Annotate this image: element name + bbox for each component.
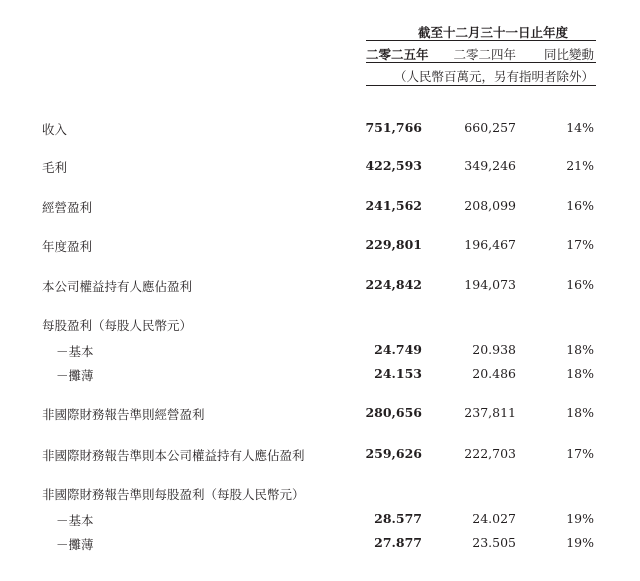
table-row	[0, 511, 640, 529]
value-2024: 20.486	[472, 366, 516, 381]
table-row-heading	[0, 316, 640, 334]
value-2024: 196,467	[464, 237, 516, 252]
yoy-change: 19%	[566, 511, 594, 526]
row-label: 非國際財務報告準則經營盈利	[42, 407, 205, 422]
yoy-change: 21%	[566, 158, 594, 173]
value-2025: 241,562	[365, 198, 422, 213]
value-2025: 224,842	[365, 277, 422, 292]
yoy-change: 18%	[566, 405, 594, 420]
value-2025: 24.153	[374, 366, 422, 381]
value-2025: 27.877	[374, 535, 422, 550]
value-2025: 280,656	[365, 405, 422, 420]
row-label: －攤薄	[56, 537, 94, 552]
row-label: －攤薄	[56, 368, 94, 383]
value-2025: 751,766	[365, 120, 422, 135]
row-label: 每股盈利（每股人民幣元）	[42, 318, 193, 333]
row-label: －基本	[56, 344, 94, 359]
column-header-2025: 二零二五年	[366, 47, 429, 62]
value-2024: 222,703	[464, 446, 516, 461]
row-label: 非國際財務報告準則每股盈利（每股人民幣元）	[42, 487, 305, 502]
table-row	[0, 342, 640, 360]
row-label: －基本	[56, 513, 94, 528]
period-heading: 截至十二月三十一日止年度	[418, 25, 569, 40]
row-label: 本公司權益持有人應佔盈利	[42, 279, 193, 294]
yoy-change: 17%	[566, 446, 594, 461]
table-row	[0, 158, 640, 176]
row-label: 非國際財務報告準則本公司權益持有人應佔盈利	[42, 448, 305, 463]
value-2024: 24.027	[472, 511, 516, 526]
value-2024: 237,811	[464, 405, 516, 420]
column-header-underline	[366, 62, 596, 63]
unit-note: （人民幣百萬元，另有指明者除外）	[393, 69, 594, 84]
table-row	[0, 446, 640, 464]
column-header-2024: 二零二四年	[453, 47, 516, 62]
value-2024: 20.938	[472, 342, 516, 357]
row-label: 毛利	[42, 160, 68, 175]
value-2025: 24.749	[374, 342, 422, 357]
value-2024: 660,257	[464, 120, 516, 135]
value-2025: 259,626	[365, 446, 422, 461]
row-label: 經營盈利	[42, 200, 93, 215]
value-2025: 28.577	[374, 511, 422, 526]
value-2024: 194,073	[464, 277, 516, 292]
value-2024: 23.505	[472, 535, 516, 550]
yoy-change: 16%	[566, 198, 594, 213]
yoy-change: 17%	[566, 237, 594, 252]
yoy-change: 18%	[566, 342, 594, 357]
table-row-heading	[0, 485, 640, 503]
table-row	[0, 120, 640, 138]
value-2025: 422,593	[365, 158, 422, 173]
value-2024: 208,099	[464, 198, 516, 213]
row-label: 收入	[42, 122, 68, 137]
period-underline	[366, 40, 596, 41]
table-row	[0, 366, 640, 384]
value-2024: 349,246	[464, 158, 516, 173]
unit-note-underline	[366, 85, 596, 86]
row-label: 年度盈利	[42, 239, 93, 254]
table-row	[0, 277, 640, 295]
table-row	[0, 535, 640, 553]
yoy-change: 18%	[566, 366, 594, 381]
yoy-change: 16%	[566, 277, 594, 292]
table-row	[0, 198, 640, 216]
yoy-change: 14%	[566, 120, 594, 135]
column-header-yoy: 同比變動	[543, 47, 594, 62]
table-row	[0, 405, 640, 423]
value-2025: 229,801	[365, 237, 422, 252]
table-row	[0, 237, 640, 255]
yoy-change: 19%	[566, 535, 594, 550]
